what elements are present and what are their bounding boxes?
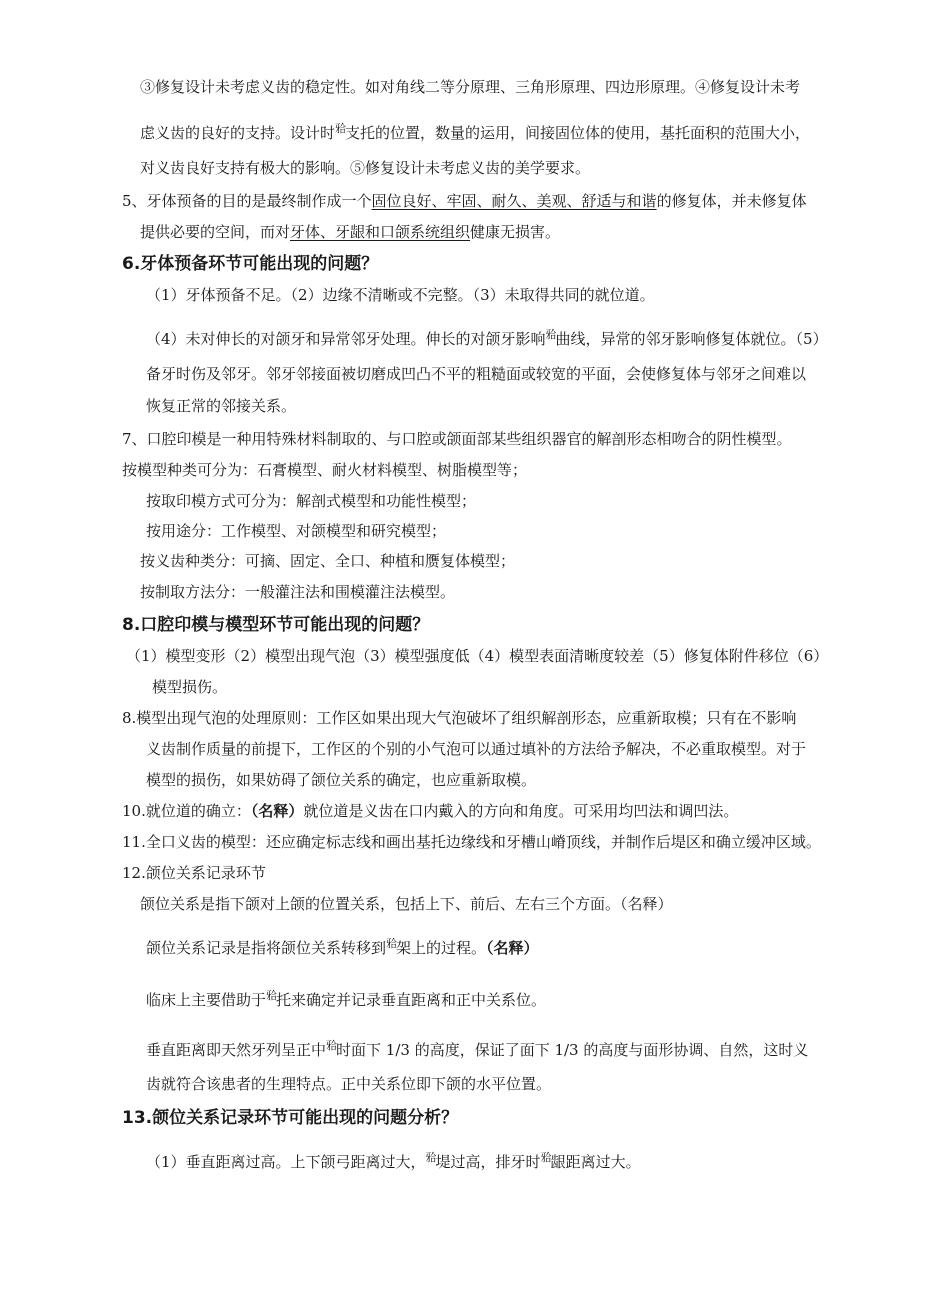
text-line: 按取印模方式可分为：解剖式模型和功能性模型； bbox=[146, 492, 477, 510]
text-line: ③修复设计未考虑义齿的稳定性。如对角线二等分原理、三角形原理、四边形原理。④修复设计未考 bbox=[140, 78, 801, 96]
text-line: 5、牙体预备的目的是最终制作成一个固位良好、牢固、耐久、美观、舒适与和谐的修复体，并未修复体 bbox=[122, 192, 807, 210]
occlusal-glyph: 𬌗 bbox=[545, 328, 556, 341]
occlusal-glyph: 𬌗 bbox=[335, 122, 346, 135]
text-line: 按模型种类可分为：石膏模型、耐火材料模型、树脂模型等； bbox=[122, 461, 528, 479]
text-line: 7、口腔印模是一种用特殊材料制取的、与口腔或颌面部某些组织器官的解剖形态相吻合的阴性模型。 bbox=[122, 430, 792, 448]
term-label: （名释） bbox=[486, 939, 539, 957]
occlusal-glyph: 𬌗 bbox=[266, 989, 277, 1002]
text-line: 按义齿种类分：可摘、固定、全口、种植和赝复体模型； bbox=[140, 552, 516, 570]
occlusal-glyph: 𬌗 bbox=[425, 1151, 436, 1164]
text-line: 按用途分：工作模型、对颌模型和研究模型； bbox=[146, 522, 447, 540]
term-label: （名释） bbox=[250, 802, 304, 820]
text-line: 8.模型出现气泡的处理原则：工作区如果出现大气泡破坏了组织解剖形态，应重新取模；只有在不影响 bbox=[122, 709, 797, 727]
text-line: 提供必要的空间，而对牙体、牙龈和口颌系统组织健康无损害。 bbox=[140, 223, 561, 241]
text-line: 临床上主要借助于$^𬌗$托来确定并记录垂直距离和正中关系位。 bbox=[146, 989, 547, 1009]
underlined-text: 固位良好、牢固、耐久、美观、舒适与和谐 bbox=[371, 192, 657, 210]
section-heading: 6.牙体预备环节可能出现的问题？ bbox=[122, 254, 379, 274]
text-line: 颌位关系记录是指将颌位关系转移到$^𬌗$架上的过程。（名释） bbox=[146, 937, 539, 957]
text-line: 义齿制作质量的前提下，工作区的个别的小气泡可以通过填补的方法给予解决，不必重取模型。对于 bbox=[146, 740, 807, 758]
text-line: （1）模型变形（2）模型出现气泡（3）模型强度低（4）模型表面清晰度较差（5）修复体附件移位（6） bbox=[126, 647, 829, 665]
text-line: （1）牙体预备不足。（2）边缘不清晰或不完整。（3）未取得共同的就位道。 bbox=[146, 286, 655, 304]
text-line: 10.就位道的确立：（名释）就位道是义齿在口内戴入的方向和角度。可采用均凹法和调凹法。 bbox=[122, 802, 739, 820]
text-line: 齿就符合该患者的生理特点。正中关系位即下颌的水平位置。 bbox=[146, 1075, 552, 1093]
text-line: 按制取方法分：一般灌注法和围模灌注法模型。 bbox=[140, 583, 456, 601]
text-line: 颌位关系是指下颌对上颌的位置关系，包括上下、前后、左右三个方面。（名释） bbox=[140, 895, 673, 913]
text-line: 模型损伤。 bbox=[152, 678, 228, 696]
section-heading: 8.口腔印模与模型环节可能出现的问题？ bbox=[122, 615, 430, 635]
text-line: 虑义齿的良好的支持。设计时$^𬌗$支托的位置，数量的运用，间接固位体的使用，基托面积的范围大小， bbox=[140, 122, 811, 142]
text-line: 备牙时伤及邻牙。邻牙邻接面被切磨成凹凸不平的粗糙面或较宽的平面，会使修复体与邻牙之间难以 bbox=[146, 365, 807, 383]
text-line: （1）垂直距离过高。上下颌弓距离过大，$^𬌗$堤过高，排牙时$^𬌗$龈距离过大。 bbox=[146, 1151, 641, 1171]
occlusal-glyph: 𬌗 bbox=[386, 937, 397, 950]
text-line: 11.全口义齿的模型：还应确定标志线和画出基托边缘线和牙槽山嵴顶线，并制作后堤区和确立缓冲区域。 bbox=[122, 833, 821, 851]
text-line: 对义齿良好支持有极大的影响。⑤修复设计未考虑义齿的美学要求。 bbox=[140, 159, 591, 177]
underlined-text: 牙体、牙龈和口颌系统组织 bbox=[290, 223, 471, 241]
text-line: 垂直距离即天然牙列呈正中$^𬌗$时面下 1/3 的高度，保证了面下 1/3 的高度与面形协调、自然，这时义 bbox=[146, 1039, 809, 1059]
section-heading: 13.颌位关系记录环节可能出现的问题分析？ bbox=[122, 1108, 459, 1128]
text-line: 12.颌位关系记录环节 bbox=[122, 864, 266, 882]
text-line: 模型的损伤，如果妨碍了颌位关系的确定，也应重新取模。 bbox=[146, 771, 537, 789]
text-line: （4）未对伸长的对颌牙和异常邻牙处理。伸长的对颌牙影响$^𬌗$曲线，异常的邻牙影响修复体就位。（5） bbox=[146, 328, 828, 348]
text-line: 恢复正常的邻接关系。 bbox=[146, 397, 297, 415]
occlusal-glyph: 𬌗 bbox=[540, 1151, 551, 1164]
occlusal-glyph: 𬌗 bbox=[326, 1039, 337, 1052]
